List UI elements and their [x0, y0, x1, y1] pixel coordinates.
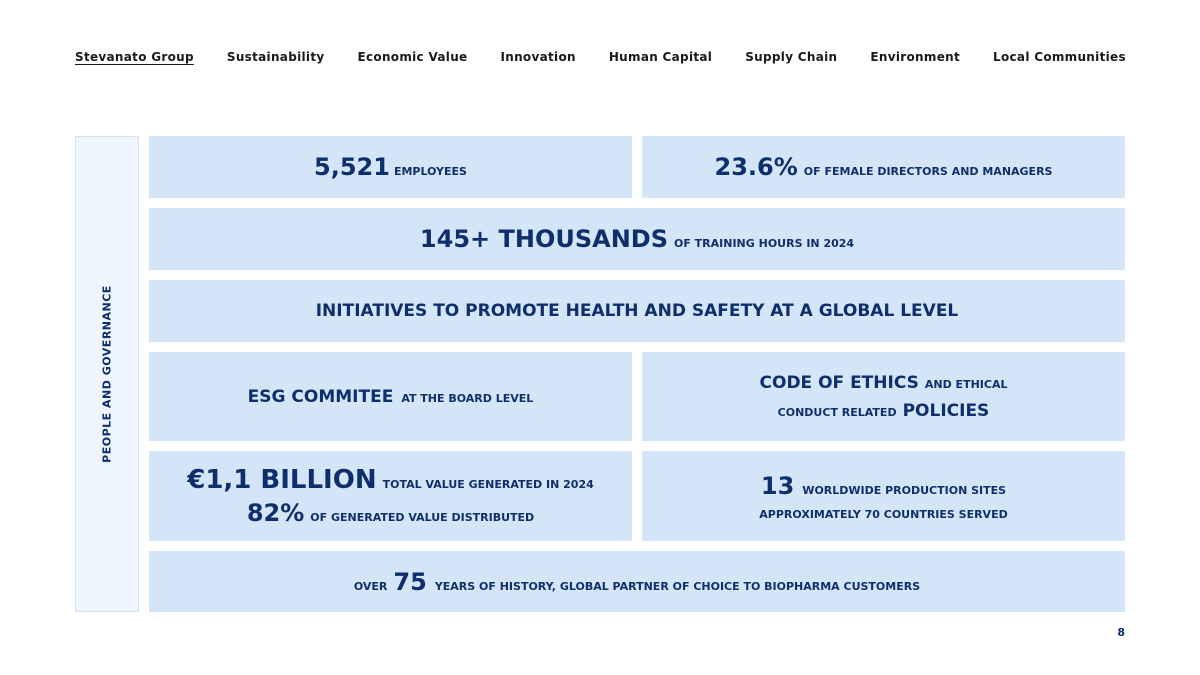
top-nav [75, 50, 1126, 64]
tile-employees [149, 136, 632, 198]
countries-label: APPROXIMATELY 70 COUNTRIES SERVED [759, 507, 1008, 521]
sites-value: 13 [760, 471, 795, 500]
nav-environment[interactable]: Environment [870, 50, 961, 64]
tile-history [149, 551, 1125, 612]
tile-production-sites [642, 451, 1125, 541]
tile-esg [149, 352, 632, 441]
page-number: 8 [1117, 626, 1125, 639]
history-pre: OVER [353, 579, 388, 593]
sites-label: WORLDWIDE PRODUCTION SITES [802, 483, 1007, 497]
tile-health-safety [149, 280, 1125, 342]
ethics-label1: AND ETHICAL [924, 377, 1008, 391]
nav-supply-chain[interactable]: Supply Chain [745, 50, 838, 64]
tile-value-generated [149, 451, 632, 541]
value-percent: 82% [246, 499, 305, 527]
value-billion: €1,1 BILLION [187, 465, 377, 495]
nav-sustainability[interactable]: Sustainability [226, 50, 325, 64]
ethics-label2: CONDUCT RELATED [777, 405, 897, 419]
ethics-value1: CODE OF ETHICS [759, 372, 919, 393]
training-label: OF TRAINING HOURS IN 2024 [673, 237, 855, 250]
health-text: INITIATIVES TO PROMOTE HEALTH AND SAFETY AT A GLOBAL LEVEL [315, 301, 959, 321]
side-label: PEOPLE AND GOVERNANCE [100, 285, 114, 463]
ethics-value2: POLICIES [902, 400, 990, 421]
nav-economic-value[interactable]: Economic Value [357, 50, 468, 64]
nav-stevanato-group[interactable]: Stevanato Group [75, 50, 194, 64]
tile-female-directors [642, 136, 1125, 198]
side-panel [75, 136, 139, 612]
esg-label: AT THE BOARD LEVEL [401, 391, 534, 405]
female-label: OF FEMALE DIRECTORS AND MANAGERS [803, 165, 1053, 178]
employees-label: EMPLOYEES [393, 165, 467, 178]
nav-innovation[interactable]: Innovation [500, 50, 576, 64]
history-label: YEARS OF HISTORY, GLOBAL PARTNER OF CHOICE TO BIOPHARMA CUSTOMERS [434, 579, 921, 593]
history-value: 75 [393, 567, 427, 596]
tile-training [149, 208, 1125, 270]
value-label2: OF GENERATED VALUE DISTRIBUTED [310, 511, 535, 524]
employees-value: 5,521 [314, 153, 390, 181]
nav-human-capital[interactable]: Human Capital [608, 50, 713, 64]
value-label1: TOTAL VALUE GENERATED IN 2024 [382, 478, 594, 491]
training-value: 145+ THOUSANDS [419, 225, 668, 253]
female-value: 23.6% [714, 153, 798, 181]
esg-value: ESG COMMITEE [247, 386, 394, 407]
tile-code-of-ethics [642, 352, 1125, 441]
nav-local-communities[interactable]: Local Communities [993, 50, 1126, 64]
